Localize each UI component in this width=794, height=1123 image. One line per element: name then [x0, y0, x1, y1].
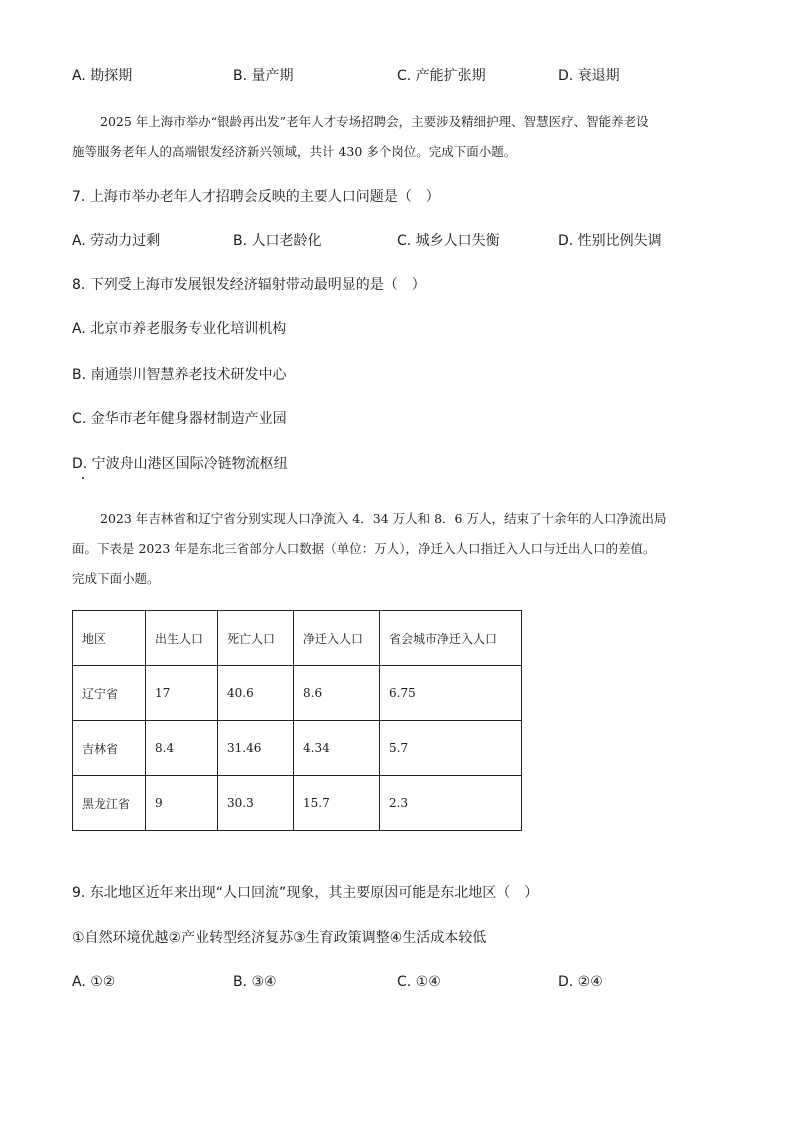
passage-line: 2025 年上海市举办“银龄再出发”老年人才专场招聘会，主要涉及精细护理、智慧医疗、智能养老设 — [100, 114, 649, 129]
q7-stem: 7. 上海市举办老年人才招聘会反映的主要人口问题是（ ） — [72, 189, 440, 205]
table-row — [73, 776, 522, 831]
passage-line: 2023 年吉林省和辽宁省分别实现人口净流入 4．34 万人和 8．6 万人，结束了十余年的人口净流出局 — [100, 511, 667, 526]
table-cell: 黑龙江省 — [73, 776, 146, 831]
q6-option-a: A. 勘探期 — [72, 68, 133, 84]
table-cell: 17 — [146, 666, 218, 721]
q7-option-c: C. 城乡人口失衡 — [397, 233, 500, 249]
q8-option-a: A. 北京市养老服务专业化培训机构 — [72, 321, 287, 337]
q9-option-b: B. ③④ — [233, 974, 277, 990]
q9-statements: ①自然环境优越②产业转型经济复苏③生育政策调整④生活成本较低 — [72, 930, 487, 946]
table-cell: 5.7 — [380, 721, 522, 776]
table-cell: 6.75 — [380, 666, 522, 721]
table-cell: 9 — [146, 776, 218, 831]
table-cell: 31.46 — [218, 721, 294, 776]
table-cell: 4.34 — [294, 721, 380, 776]
table-row — [73, 666, 522, 721]
q8-option-b: B. 南通崇川智慧养老技术研发中心 — [72, 367, 287, 383]
q9-option-d: D. ②④ — [558, 974, 603, 990]
population-table — [72, 610, 522, 831]
passage-line: 施等服务老年人的高端银发经济新兴领域，共计 430 多个岗位。完成下面小题。 — [72, 144, 517, 159]
passage-line: 完成下面小题。 — [72, 571, 160, 586]
q6-option-b: B. 量产期 — [233, 68, 294, 84]
q6-option-c: C. 产能扩张期 — [397, 68, 486, 84]
q7-option-d: D. 性别比例失调 — [558, 233, 662, 249]
q7-option-a: A. 劳动力过剩 — [72, 233, 161, 249]
q8-stem: 8. 下列受上海市发展银发经济辐射带动最明显的是（ ） — [72, 277, 426, 293]
table-cell: 2.3 — [380, 776, 522, 831]
table-cell: 8.6 — [294, 666, 380, 721]
passage-line: 面。下表是 2023 年是东北三省部分人口数据（单位：万人），净迁入人口指迁入人口与迁出人口的差值。 — [72, 541, 656, 556]
table-header-cell: 死亡人口 — [218, 611, 294, 666]
q8-option-c: C. 金华市老年健身器材制造产业园 — [72, 411, 287, 427]
table-row — [73, 721, 522, 776]
table-cell: 吉林省 — [73, 721, 146, 776]
table-cell: 30.3 — [218, 776, 294, 831]
table-header-cell: 净迁入人口 — [294, 611, 380, 666]
q6-option-d: D. 衰退期 — [558, 68, 620, 84]
table-header-row — [73, 611, 522, 666]
q9-option-c: C. ①④ — [397, 974, 441, 990]
q9-stem: 9. 东北地区近年来出现“人口回流”现象，其主要原因可能是东北地区（ ） — [72, 885, 539, 901]
table-cell: 8.4 — [146, 721, 218, 776]
q7-option-b: B. 人口老龄化 — [233, 233, 322, 249]
table-header-cell: 地区 — [73, 611, 146, 666]
table-header-cell: 出生人口 — [146, 611, 218, 666]
q9-option-a: A. ①② — [72, 974, 116, 990]
passage-shanghai — [72, 113, 722, 161]
q8-option-d: D. 宁波舟山港区国际冷链物流枢纽 — [72, 456, 288, 472]
table-cell: 15.7 — [294, 776, 380, 831]
stray-mark — [82, 477, 84, 479]
table-cell: 40.6 — [218, 666, 294, 721]
passage-northeast — [72, 510, 722, 588]
table-cell: 辽宁省 — [73, 666, 146, 721]
table-header-cell: 省会城市净迁入人口 — [380, 611, 522, 666]
